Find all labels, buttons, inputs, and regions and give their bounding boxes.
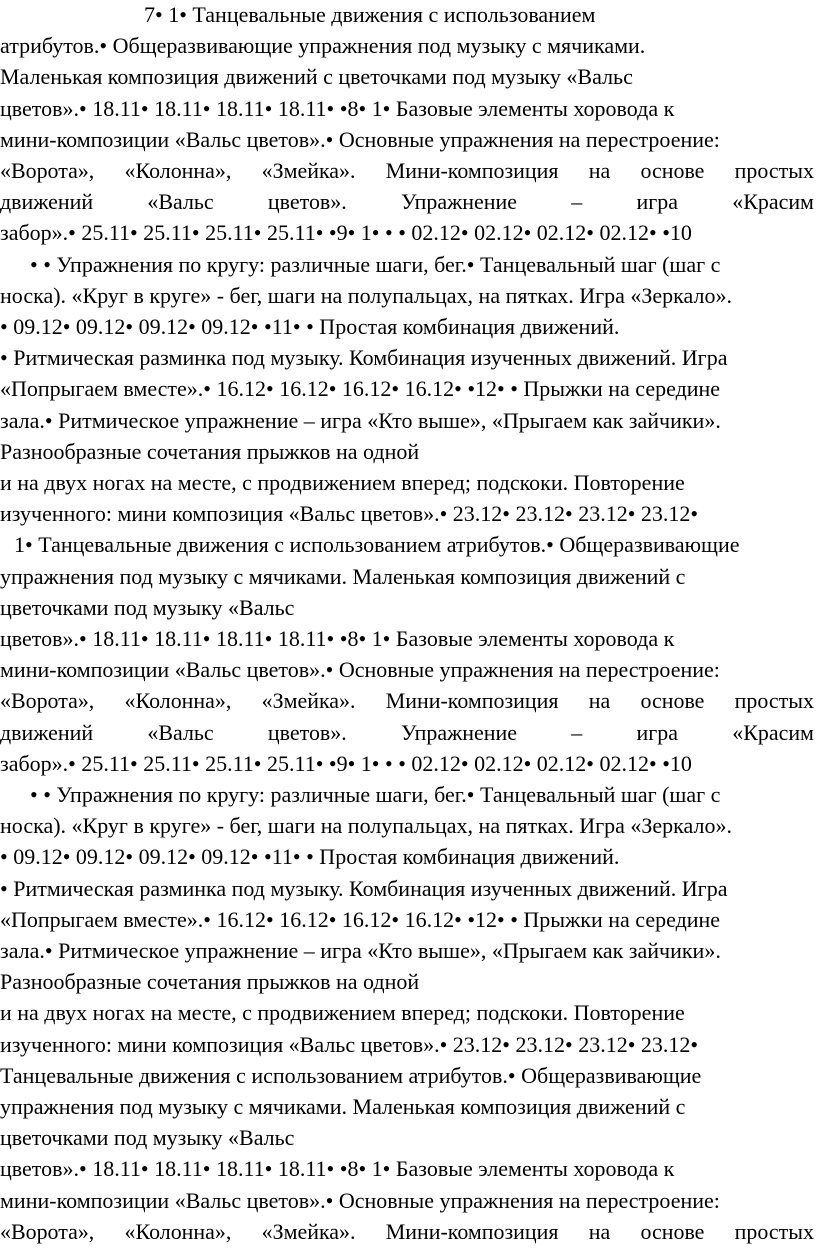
text-line: мини-композиции «Вальс цветов».• Основные упражнения на перестроение: <box>0 1188 720 1213</box>
text-line: • • Упражнения по кругу: различные шаги, бег.• Танцевальный шаг (шаг с <box>30 782 721 807</box>
text-line: носка). «Круг в круге» - бег, шаги на полупальцах, на пятках. Игра «Зеркало». <box>0 283 732 308</box>
text-line: движений «Вальс цветов». Упражнение – игра «Красим <box>0 720 814 745</box>
text-line: • Ритмическая разминка под музыку. Комбинация изученных движений. Игра <box>0 876 728 901</box>
text-line: «Попрыгаем вместе».• 16.12• 16.12• 16.12• 16.12• •12• • Прыжки на середине <box>0 376 721 401</box>
text-line: движений «Вальс цветов». Упражнение – игра «Красим <box>0 189 814 214</box>
text-line: изученного: мини композиция «Вальс цветов».• 23.12• 23.12• 23.12• 23.12• <box>0 501 699 526</box>
text-line: упражнения под музыку с мячиками. Маленькая композиция движений с <box>0 1094 686 1119</box>
text-line: изученного: мини композиция «Вальс цветов».• 23.12• 23.12• 23.12• 23.12• <box>0 1032 699 1057</box>
text-line: и на двух ногах на месте, с продвижением вперед; подскоки. Повторение <box>0 1000 685 1025</box>
text-line: цветов».• 18.11• 18.11• 18.11• 18.11• •8• 1• Базовые элементы хоровода к <box>0 1156 675 1181</box>
text-line: зала.• Ритмическое упражнение – игра «Кто выше», «Прыгаем как зайчики». <box>0 938 721 963</box>
text-line: • 09.12• 09.12• 09.12• 09.12• •11• • Простая комбинация движений. <box>0 314 620 339</box>
text-line: Танцевальные движения с использованием атрибутов.• Общеразвивающие <box>0 1063 702 1088</box>
text-line: «Ворота», «Колонна», «Змейка». Мини-композиция на основе простых <box>0 688 814 713</box>
text-line: атрибутов.• Общеразвивающие упражнения под музыку с мячиками. <box>0 33 646 58</box>
text-line: мини-композиции «Вальс цветов».• Основные упражнения на перестроение: <box>0 657 720 682</box>
text-line: • • Упражнения по кругу: различные шаги, бег.• Танцевальный шаг (шаг с <box>30 252 721 277</box>
text-line: цветочками под музыку «Вальс <box>0 1125 295 1150</box>
text-line: забор».• 25.11• 25.11• 25.11• 25.11• •9• 1• • • 02.12• 02.12• 02.12• 02.12• •10 <box>0 220 692 245</box>
text-line: и на двух ногах на месте, с продвижением вперед; подскоки. Повторение <box>0 470 685 495</box>
text-line: «Попрыгаем вместе».• 16.12• 16.12• 16.12• 16.12• •12• • Прыжки на середине <box>0 907 721 932</box>
text-line: Разнообразные сочетания прыжков на одной <box>0 439 420 464</box>
text-line: 1• Танцевальные движения с использованием атрибутов.• Общеразвивающие <box>14 532 740 557</box>
text-line: забор».• 25.11• 25.11• 25.11• 25.11• •9• 1• • • 02.12• 02.12• 02.12• 02.12• •10 <box>0 751 692 776</box>
text-line: зала.• Ритмическое упражнение – игра «Кто выше», «Прыгаем как зайчики». <box>0 408 721 433</box>
text-line: цветов».• 18.11• 18.11• 18.11• 18.11• •8• 1• Базовые элементы хоровода к <box>0 96 675 121</box>
text-line: 7• 1• Танцевальные движения с использованием <box>144 2 596 27</box>
text-line: «Ворота», «Колонна», «Змейка». Мини-композиция на основе простых <box>0 1219 814 1244</box>
text-line: • Ритмическая разминка под музыку. Комбинация изученных движений. Игра <box>0 345 728 370</box>
text-line: мини-композиции «Вальс цветов».• Основные упражнения на перестроение: <box>0 127 720 152</box>
text-line: Маленькая композиция движений с цветочками под музыку «Вальс <box>0 64 633 89</box>
text-line: носка). «Круг в круге» - бег, шаги на полупальцах, на пятках. Игра «Зеркало». <box>0 813 732 838</box>
text-line: цветов».• 18.11• 18.11• 18.11• 18.11• •8• 1• Базовые элементы хоровода к <box>0 626 675 651</box>
text-line: упражнения под музыку с мячиками. Маленькая композиция движений с <box>0 564 686 589</box>
text-line: «Ворота», «Колонна», «Змейка». Мини-композиция на основе простых <box>0 158 814 183</box>
text-line: • 09.12• 09.12• 09.12• 09.12• •11• • Простая комбинация движений. <box>0 844 620 869</box>
text-line: Разнообразные сочетания прыжков на одной <box>0 969 420 994</box>
text-line: цветочками под музыку «Вальс <box>0 595 295 620</box>
